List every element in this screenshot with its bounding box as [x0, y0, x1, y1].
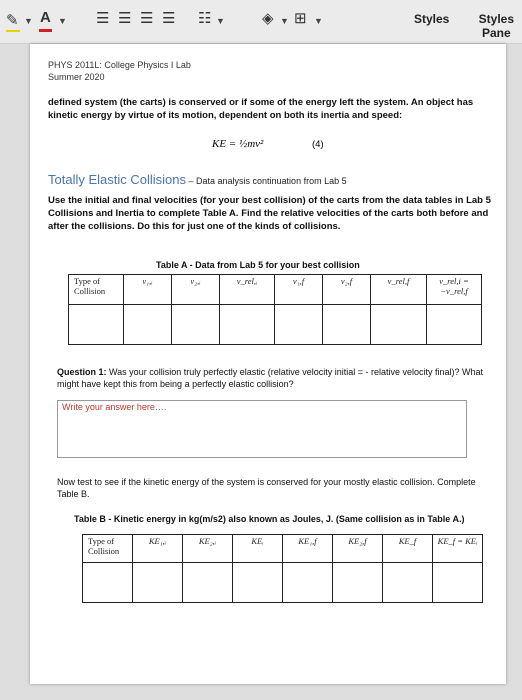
answer-placeholder: Write your answer here….: [62, 402, 167, 412]
styles-pane-label-1: Styles: [478, 12, 514, 26]
table-a-cell[interactable]: [69, 305, 124, 345]
term-header: Summer 2020: [48, 72, 105, 82]
table-b-cell[interactable]: [333, 563, 383, 603]
table-a-header-cell: v₁,ᵢ: [124, 275, 172, 305]
table-a-header-cell: v₁,f: [275, 275, 323, 305]
table-a-header-cell: Type of Collision: [69, 275, 124, 305]
table-b-cell[interactable]: [183, 563, 233, 603]
table-a-header-row: [69, 275, 482, 305]
font-color-swatch: [39, 29, 52, 32]
align-left-icon[interactable]: ☰: [96, 10, 110, 27]
chevron-down-icon[interactable]: ▼: [58, 16, 67, 26]
align-center-icon[interactable]: ☰: [118, 10, 132, 27]
section-title: Totally Elastic Collisions: [48, 172, 186, 187]
answer-box[interactable]: [57, 400, 467, 458]
shading-icon[interactable]: ◈: [262, 10, 274, 27]
table-a-header-cell: v_rel,ᵢ: [220, 275, 275, 305]
table-a-cell[interactable]: [371, 305, 427, 345]
equation-number: (4): [312, 139, 324, 150]
table-b-cell[interactable]: [283, 563, 333, 603]
table-a-header-cell: v_rel,i = −v_rel,f: [427, 275, 482, 305]
styles-pane-button[interactable]: [479, 12, 514, 40]
table-b-row: [83, 563, 483, 603]
table-b-header-cell: KE₂,ᵢ: [183, 535, 233, 563]
table-a-cell[interactable]: [124, 305, 172, 345]
justify-icon[interactable]: ☰: [162, 10, 176, 27]
table-b-header-cell: KE₁,f: [283, 535, 333, 563]
table-b-cell[interactable]: [83, 563, 133, 603]
table-a: [68, 274, 482, 345]
question-1-label: Question 1:: [57, 367, 107, 377]
question-1-text: Was your collision truly perfectly elastic (relative velocity initial = - relative velocity final)? What might have kept this from being a perfectly elastic collision?: [57, 367, 484, 389]
table-a-header-cell: v_rel,f: [371, 275, 427, 305]
test-instructions: Now test to see if the kinetic energy of the system is conserved for your mostly elastic collision. Complete Table B.: [57, 477, 476, 499]
styles-pane-label-2: Pane: [481, 26, 511, 40]
table-b-header-cell: KE₂,f: [333, 535, 383, 563]
table-b-header-cell: KE₁,ᵢ: [133, 535, 183, 563]
section-heading: [48, 172, 347, 187]
table-a-cell[interactable]: [172, 305, 220, 345]
instructions-paragraph: Use the initial and final velocities (for your best collision) of the carts from the data tables in Lab 5 Collisions and Inertia to complete Table A. Find the relative velocities of the carts both before and after the collisions. Do this for just one of the kinds of collisions.: [48, 195, 491, 232]
chevron-down-icon[interactable]: ▼: [314, 16, 323, 26]
table-a-header-cell: v₂,ᵢ: [172, 275, 220, 305]
document-page: [30, 44, 506, 684]
ribbon-toolbar: [0, 0, 522, 44]
table-a-cell[interactable]: [275, 305, 323, 345]
highlight-color-swatch: [6, 30, 20, 32]
question-1: [57, 366, 487, 390]
table-b-header-cell: KE_f = KEᵢ: [433, 535, 483, 563]
table-b-cell[interactable]: [383, 563, 433, 603]
table-b-caption: Table B - Kinetic energy in kg(m/s2) also known as Joules, J. (Same collision as in Table A.): [74, 514, 465, 524]
align-right-icon[interactable]: ☰: [140, 10, 154, 27]
table-a-cell[interactable]: [220, 305, 275, 345]
table-b-cell[interactable]: [433, 563, 483, 603]
course-header: PHYS 2011L: College Physics I Lab: [48, 60, 191, 70]
line-spacing-icon[interactable]: ☷: [198, 10, 212, 27]
styles-button[interactable]: [414, 12, 449, 26]
table-a-cell[interactable]: [427, 305, 482, 345]
table-b: [82, 534, 483, 603]
chevron-down-icon[interactable]: ▼: [280, 16, 289, 26]
table-a-row: [69, 305, 482, 345]
table-b-header-cell: KEᵢ: [233, 535, 283, 563]
chevron-down-icon[interactable]: ▼: [216, 16, 225, 26]
highlighter-icon[interactable]: ✎: [6, 12, 19, 29]
borders-icon[interactable]: ⊞: [294, 10, 307, 27]
table-b-cell[interactable]: [233, 563, 283, 603]
table-a-caption: Table A - Data from Lab 5 for your best collision: [156, 260, 360, 270]
styles-label: Styles: [414, 12, 450, 26]
table-a-cell[interactable]: [323, 305, 371, 345]
table-b-header-cell: Type of Collision: [83, 535, 133, 563]
chevron-down-icon[interactable]: ▼: [24, 16, 33, 26]
intro-paragraph: defined system (the carts) is conserved or if some of the energy left the system. An object has kinetic energy by virtue of its motion, dependent on both its inertia and speed:: [48, 97, 474, 121]
table-b-cell[interactable]: [133, 563, 183, 603]
kinetic-energy-equation: KE = ½mv²: [212, 138, 264, 150]
section-subtitle: – Data analysis continuation from Lab 5: [186, 176, 347, 186]
table-a-header-cell: v₂,f: [323, 275, 371, 305]
table-b-header-cell: KE_f: [383, 535, 433, 563]
font-color-icon[interactable]: A: [40, 9, 51, 26]
table-b-header-row: [83, 535, 483, 563]
